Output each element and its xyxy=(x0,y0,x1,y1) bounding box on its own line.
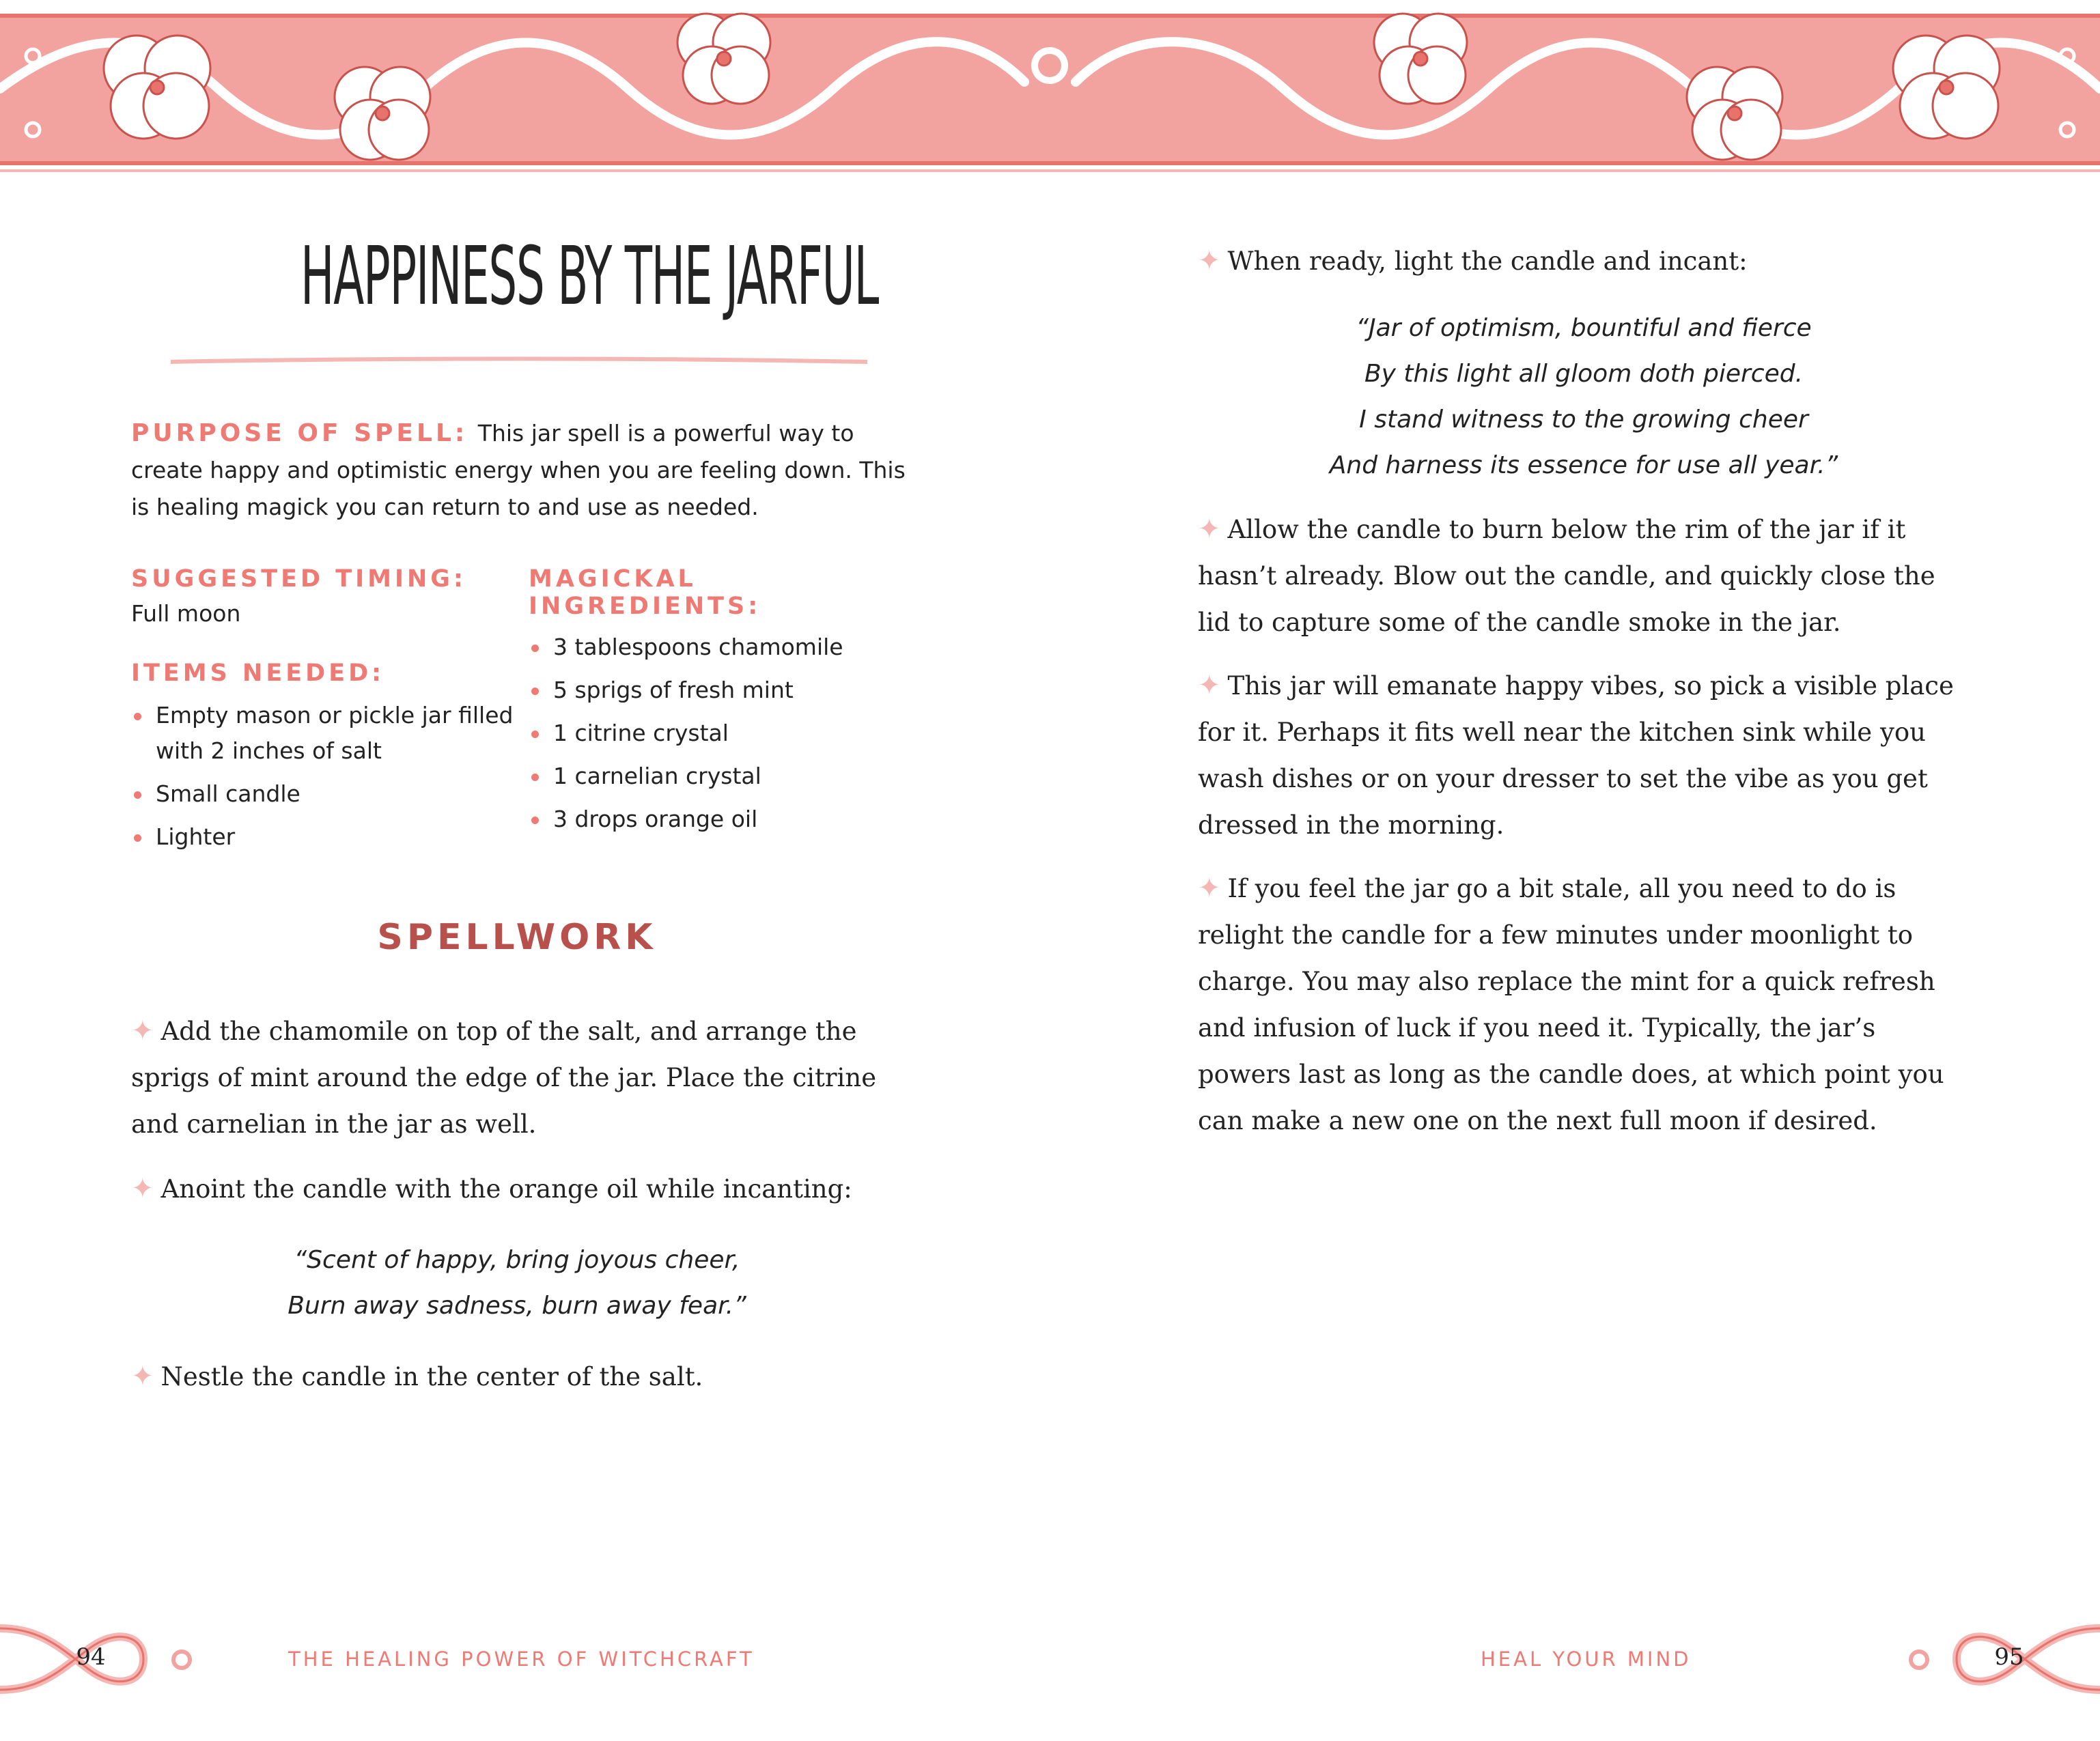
list-item: 3 tablespoons chamomile xyxy=(529,629,911,665)
spellwork-heading: SPELLWORK xyxy=(377,917,657,958)
floral-border xyxy=(0,0,2100,179)
list-item: 1 carnelian crystal xyxy=(529,759,911,794)
page-number-right: 95 xyxy=(1994,1643,2024,1671)
purpose-label: PURPOSE OF SPELL: xyxy=(131,419,468,447)
star-icon: ✦ xyxy=(131,1173,154,1204)
purpose-text: This jar spell is a powerful way to create happy and optimistic energy when you are feeling down. This is healing magick you can return to and use as needed. xyxy=(131,420,906,520)
step-paragraph: ✦ Nestle the candle in the center of the salt. xyxy=(131,1361,703,1392)
step-paragraph: ✦ Add the chamomile on top of the salt, and arrange the sprigs of mint around the edge of the jar. Place the citrine and carnelian in the jar as well. xyxy=(131,1015,877,1139)
list-item: 1 citrine crystal xyxy=(529,716,911,751)
star-icon: ✦ xyxy=(131,1015,154,1047)
star-icon: ✦ xyxy=(1198,670,1221,701)
star-icon: ✦ xyxy=(1198,513,1221,545)
step-paragraph: ✦ Anoint the candle with the orange oil while incanting: xyxy=(131,1173,852,1204)
list-item: 5 sprigs of fresh mint xyxy=(529,673,911,708)
list-item: Lighter xyxy=(131,819,514,855)
timing-value: Full moon xyxy=(131,600,241,627)
list-item: 3 drops orange oil xyxy=(529,802,911,837)
step-paragraph: ✦ Allow the candle to burn below the rim of the jar if it hasn’t already. Blow out the candle, and quickly close the lid to capture some of the candle smoke in the jar. xyxy=(1198,513,1935,637)
page-title: HAPPINESS BY THE JARFUL xyxy=(300,229,879,323)
items-block xyxy=(131,660,514,862)
ring-ornament-right xyxy=(1907,1647,1931,1672)
left-steps xyxy=(131,1008,916,1400)
purpose-of-spell xyxy=(131,415,916,526)
incantation: “Jar of optimism, bountiful and fierce By this light all gloom doth pierced. I stand witness to the growing cheer And harness its essence for use all year.” xyxy=(1329,314,1838,479)
step-paragraph: ✦ When ready, light the candle and incant: xyxy=(1198,245,1748,277)
ingredients-block xyxy=(529,565,911,845)
title-divider xyxy=(171,355,867,369)
ingredients-label: MAGICKAL INGREDIENTS: xyxy=(529,565,761,620)
ingredients-list xyxy=(529,629,911,837)
incantation: “Scent of happy, bring joyous cheer, Burn away sadness, burn away fear.” xyxy=(288,1246,746,1320)
running-head-right: HEAL YOUR MIND xyxy=(1481,1647,1692,1671)
timing-label: SUGGESTED TIMING: xyxy=(131,565,466,593)
ring-ornament-left xyxy=(169,1647,194,1672)
page-number-left: 94 xyxy=(76,1643,106,1671)
running-head-left: THE HEALING POWER OF WITCHCRAFT xyxy=(288,1647,755,1671)
timing-block xyxy=(131,565,514,632)
step-paragraph: ✦ This jar will emanate happy vibes, so pick a visible place for it. Perhaps it fits well near the kitchen sink while you wash dishes or on your dresser to set the vibe as you get dressed in the morning. xyxy=(1198,670,1954,840)
star-icon: ✦ xyxy=(1198,873,1221,904)
items-label: ITEMS NEEDED: xyxy=(131,660,385,687)
list-item: Small candle xyxy=(131,776,514,812)
right-steps xyxy=(1198,238,1970,1144)
star-icon: ✦ xyxy=(1198,245,1221,277)
items-list xyxy=(131,698,514,855)
list-item: Empty mason or pickle jar filled with 2 inches of salt xyxy=(131,698,514,769)
step-paragraph: ✦ If you feel the jar go a bit stale, all you need to do is relight the candle for a few minutes under moonlight to charge. You may also replace the mint for a quick refresh and infusion of luck if you need it. Typically, the jar’s powers last as long as the candle does, at which point you can make a new one on the next full moon if desired. xyxy=(1198,873,1944,1135)
star-icon: ✦ xyxy=(131,1361,154,1392)
